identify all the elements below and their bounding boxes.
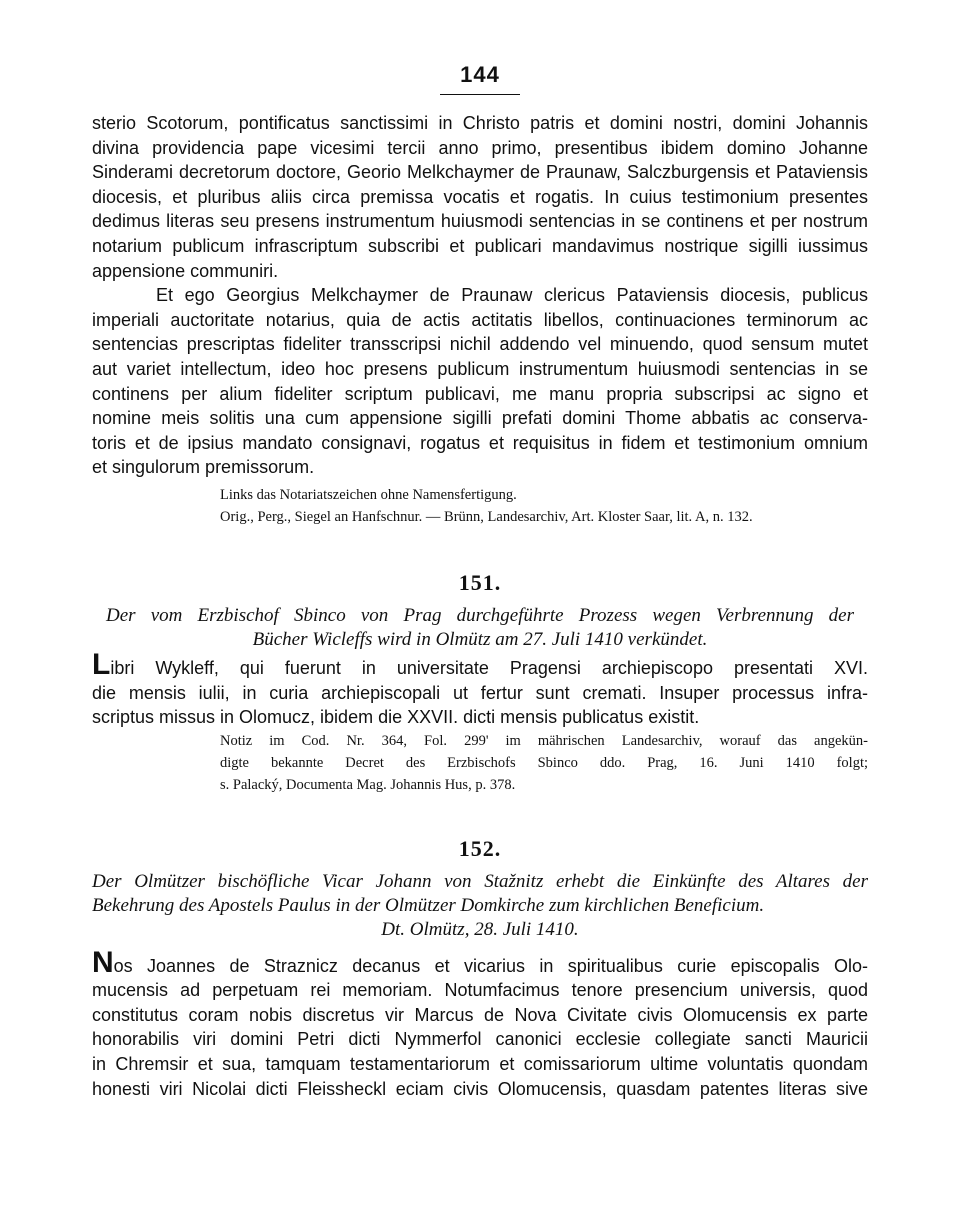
continuation-paragraph xyxy=(92,111,868,283)
text-line: aut variet intellectum, ideo hoc presens publicum instrumentum huiusmodi sentencias in se xyxy=(92,358,868,379)
text-line: diocesis, et pluribus aliis circa premissa vocatis et rogatis. In cuius testimonium presentes xyxy=(92,186,868,207)
text-line: honesti viri Nicolai dicti Fleissheckl eciam civis Olomucensis, quasdam patentes literas sive xyxy=(92,1078,868,1099)
text-line: dedimus literas seu presens instrumentum huiusmodi sentencias in se continens et per nostrum xyxy=(92,211,868,232)
text-line: et singulorum premissorum. xyxy=(92,457,315,478)
first-line-rest: os Joannes de Straznicz decanus et vicarius in spiritualibus curie episcopalis Olo- xyxy=(113,955,868,976)
text-line xyxy=(92,647,868,681)
document-heading-line: Der Olmützer bischöfliche Vicar Johann von Stažnitz erhebt die Einkünfte des Altares der xyxy=(92,870,868,892)
drop-initial: N xyxy=(92,945,114,979)
document-152-text xyxy=(92,945,868,1102)
document-151-text xyxy=(92,647,868,730)
document-number-152: 152. xyxy=(458,835,502,861)
document-heading-line: Der vom Erzbischof Sbinco von Prag durchgeführte Prozess wegen Verbrennung der xyxy=(106,604,854,626)
note-line: Notiz im Cod. Nr. 364, Fol. 299' im mährischen Landesarchiv, worauf das angekün- xyxy=(220,732,868,749)
text-line: in Chremsir et sua, tamquam testamentariorum et comissariorum ultime voluntatis quondam xyxy=(92,1054,868,1075)
first-line-rest: ibri Wykleff, qui fuerunt in universitate Pragensi archiepiscopo presentati XVI. xyxy=(110,657,868,678)
document-number-151: 151. xyxy=(458,569,502,595)
text-line xyxy=(92,945,868,979)
page xyxy=(92,62,868,1101)
notary-paragraph xyxy=(92,283,868,480)
text-line: mucensis ad perpetuam rei memoriam. Notumfacimus tenore presencium universis, quod xyxy=(92,980,868,1001)
footnote-orig: Orig., Perg., Siegel an Hanfschnur. — Brünn, Landesarchiv, Art. Kloster Saar, lit. A, n. 132. xyxy=(220,508,753,525)
document-heading-line: Bücher Wicleffs wird in Olmütz am 27. Juli 1410 verkündet. xyxy=(252,628,708,650)
text-line: toris et de ipsius mandato consignavi, rogatus et requisitus in fidem et testimonium omnium xyxy=(92,432,868,453)
text-line: imperiali auctoritate notarius, quia de actis actitatis libellos, continuaciones terminorum ac xyxy=(92,309,868,330)
text-line: sterio Scotorum, pontificatus sanctissimi in Christo patris et domini nostri, domini Johannis xyxy=(92,113,868,133)
text-line: notarium publicum infrascriptum subscribi et publicari mandavimus nostrique sigilli iussimus xyxy=(92,235,868,256)
drop-initial: L xyxy=(92,647,111,681)
text-line: nomine meis solitis una cum appensione sigilli prefati domini Thome abbatis ac conserva- xyxy=(92,408,868,429)
page-number-rule xyxy=(440,94,520,95)
text-line: divina providencia pape vicesimi tercii anno primo, presentibus ibidem domino Johanne xyxy=(92,137,868,158)
text-line: Et ego Georgius Melkchaymer de Praunaw clericus Pataviensis diocesis, publicus xyxy=(156,285,868,306)
text-line: appensione communiri. xyxy=(92,260,279,281)
document-heading-line: Bekehrung des Apostels Paulus in der Olmützer Domkirche zum kirchlichen Beneficium. xyxy=(92,894,765,916)
note-line: s. Palacký, Documenta Mag. Johannis Hus, p. 378. xyxy=(220,776,516,793)
text-line: die mensis iulii, in curia archiepiscopali ut fertur sunt cremati. Insuper processus infra- xyxy=(92,682,868,703)
text-line: honorabilis viri domini Petri dicti Nymmerfol canonici ecclesie collegiate sancti Mauricii xyxy=(92,1029,868,1050)
text-line: continens per alium fideliter scriptum publicavi, me manu propria subscripsi ac signo et xyxy=(92,383,868,404)
footnote-links: Links das Notariatszeichen ohne Namensfertigung. xyxy=(220,486,517,503)
text-line: Sinderami decretorum doctore, Georio Melkchaymer de Praunaw, Salczburgensis et Pataviensis xyxy=(92,162,868,183)
note-line: digte bekannte Decret des Erzbischofs Sbinco ddo. Prag, 16. Juni 1410 folgt; xyxy=(220,754,868,771)
text-line: constitutus coram nobis discretus vir Marcus de Nova Civitate civis Olomucensis ex parte xyxy=(92,1004,868,1025)
document-151-notes xyxy=(92,730,868,796)
text-line: scriptus missus in Olomucz, ibidem die XXVII. dicti mensis publicatus existit. xyxy=(92,707,700,728)
page-number: 144 xyxy=(460,62,500,87)
text-line: sentencias prescriptas fideliter transscripsi nichil addendo vel minuendo, quod sensum mutet xyxy=(92,334,868,355)
document-heading-line: Dt. Olmütz, 28. Juli 1410. xyxy=(381,918,579,940)
